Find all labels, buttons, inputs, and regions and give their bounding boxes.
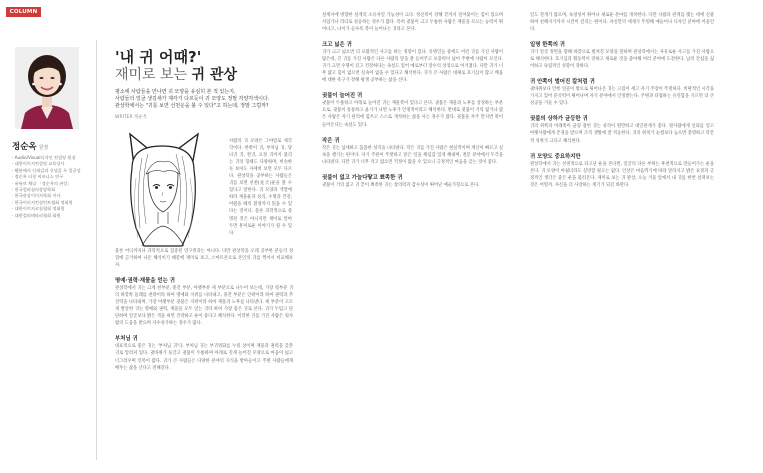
section-heading: 작은 귀 <box>322 137 340 144</box>
lead-line: 평소에 사람들을 만나면 귀 모양을 유심히 본 적 있는지, <box>115 89 236 95</box>
section-heading: 부처님 귀 <box>115 336 138 343</box>
author-bio-item: · Audio/Visual디자인 컨설팅 원장 <box>12 155 76 160</box>
section-body: 귓바퀴보다 안쪽 연골이 밖으로 튀어나온 귀는 고집이 세고 자기 주장이 뚜렷하다. 비판적인 시각을 가지고 있어 분석력이 뛰어나며 자기 분야에서 인정받는다. 주변과 타협하는 유연함을 기르면 더 큰 성공을 거둘 수 있다. <box>530 87 714 107</box>
section-body: 작은 귀는 섬세하고 꼼꼼한 성격을 나타낸다. 작은 귀를 가진 사람은 현실적이며 계산이 빠르고 실속을 챙기는 편이다. 자기 주관이 뚜렷하고 맡은 일을 책임감 있게 해내며, 전문 분야에서 두각을 나타낸다. 다만 귀가 너무 작고 얇으면 걱정이 많을 수 있으니 긍정적인 마음을 갖는 것이 좋다. <box>322 145 503 165</box>
intro-paragraph: 사람의 귀 모양은 그야말로 제각각이다. 한쪽이 귀, 부처님 귀, 당나귀 귀, 칼귀, 요정 귀까지 불리는 귀의 형태도 다양하며, 비슷한 듯 보여도 자세히 보면 모두 다르다. 관상학을 공부하는 사람들은 귀를 보면 선천(先天)운을 볼 수 있다고 말한다. 귀 모양과 색깔에 따라 재물운과 성격, 수명과 건강, 어렸을 때의 환경까지 읽을 수 있다는 것이다. 물론 과학적으로 증명된 것은 아니지만 재미로 알아두면 흥미로운 이야기가 될 수 있다. <box>229 139 292 236</box>
author-bio-item: · 유튜브 채널 「정순옥의 관상」 <box>12 180 72 186</box>
section-body: 귀의 위쪽과 아래쪽이 균형 잡힌 귀는 성격이 원만하고 대인관계가 좋다. 윗사람에게 신뢰를 얻고 아랫사람에게 존경을 받으며 조직 생활에 잘 적응한다. 귀의 위치가 눈썹보다 높으면 총명하고 학문적 성취가 크다고 해석한다. <box>530 124 714 144</box>
section-body: 귀가 크고 넓으면 더 포괄적인 사고를 하는 경향이 있다. 유명인들 중에도 이런 귀를 가진 사람이 많은데, 큰 귀를 가진 사람은 다른 사람의 말을 잘 들어주고 포용력이 넓어 주변에 사람이 모인다. 귀가 크면 수명이 길고 건강하다는 속설도 있어 예로부터 장수의 상징으로 여겨졌다. 다만 귀가 너무 얇고 힘이 없으면 실속이 없을 수 있다고 해석한다. 귀가 큰 사람은 대체로 호기심이 많고 배움에 대한 욕구가 강해 평생 공부하는 삶을 산다. <box>322 50 503 84</box>
body-column-c <box>530 12 714 197</box>
section-body: 관상학에서 귀는 크게 천부분, 중간 부분, 아랫부분 세 부분으로 나누어 보는데, 가장 윗부분 귀의 바깥쪽 둘레를 천곽이라 하여 명예와 지위를 나타내고, 중간 부분은 인곽이라 하여 권력과 추진력을 나타내며, 가장 아랫부분 귓불은 지곽이라 하여 재물과 노후를 나타낸다. 세 부분이 고르게 발달한 귀는 명예와 권력, 재물을 모두 얻는 귀라 하여 가장 좋은 귀로 본다. 귀가 두텁고 단단하며 얼굴보다 밝은 색을 띠면 건강하고 운이 좋다고 해석한다. 이러한 귀를 가진 사람은 윗사람의 도움을 받으며 자수성가하는 경우가 많다. <box>115 286 293 327</box>
section-heading: 귓불이 없고 가늘다랗고 뾰족한 귀 <box>322 174 403 181</box>
author-role: 원장 <box>38 145 49 151</box>
lead-line: 관상학에서는 "귀를 보면 선천운을 볼 수 있다"고 하는데, 정말 그럴까? <box>115 103 269 109</box>
section-body: 대표적으로 좋은 귀는 '부처님 귀'다. 부처님 귀는 부귀영화를 누릴 상이며 재물과 권력을 갖춘 귀로 알려져 있다. 귓바퀴가 둥글고 귓불이 두툼하며 아래로 길게 늘어진 모양으로 마음이 넓고 너그러우며 인복이 많다. 귀가 큰 사람들은 다양한 분야의 지식을 받아들이고 주변 사람들에게 베푸는 삶을 산다고 전해진다. <box>115 344 293 371</box>
sidebar-divider <box>96 40 97 460</box>
section-body: 귓불이 두툼하고 아래로 늘어진 귀는 재물복이 있다고 본다. 귓불은 재물과 노후를 상징하는 부분으로, 귓불이 통통하고 윤기가 나면 노후가 안정적이라고 해석한다. 반대로 귓불이 거의 없거나 얇은 사람은 자기 관리에 힘쓰고 스스로 개척하는 삶을 사는 경우가 많다. 귓불을 자주 만지면 복이 들어온다는 속설도 있다. <box>322 101 503 128</box>
author-photo <box>15 47 79 129</box>
illustration-cat-ear-girl <box>112 128 214 248</box>
author-bio-item: · 정순옥 티칭 비즈니스 연구 <box>12 174 64 180</box>
author-bio-list <box>12 155 92 219</box>
section-body: 설계자에 방향한 설계의 소유자일 가능성이 크다. 정신력이 강해 끝까지 밀어붙이는 힘이 있으며 사업가나 리더로 성공하는 경우가 많다. 특히 귓불이 크고 두툼한 사람은 재물을 모으는 능력이 뛰어나고, 나이가 들수록 복이 늘어나는 귀라고 본다. <box>322 13 503 33</box>
section-body: 관상학에서 귀는 선천적으로 타고난 운을 본다면, 얼굴의 다른 부위는 후천적으로 만들어가는 운을 본다. 귀 모양이 아쉽더라도 실망할 필요는 없다. 인상은 마음먹기에 따라 달라지고 밝은 표정과 긍정적인 생각은 좋은 운을 불러온다. 재미로 보는 귀 관상, 오늘 거울 앞에서 내 귀를 한번 살펴보는 것은 어떨까. 자신을 더 사랑하는 계기가 되길 바란다. <box>530 161 714 188</box>
intro-paragraph-continued: 물론 어디까지나 과학적으로 검증된 연구결과는 아니다. 다만 관상학을 오래 공부한 분들의 경험에 근거하여 나온 해석이기 때문에 재미로 보고, 스마트폰으로 본인의 귀를 찍어서 비교해보자. <box>115 249 293 269</box>
lead-line: 사람들의 얼굴 생김새가 제각기 다르듯이 귀 모양도 정말 각양각색이다. <box>115 96 270 102</box>
author-bio-item: · 대한컬러테라피협회 회원 <box>12 212 61 218</box>
author-bio-item: · 대한이미지컨설팅 교육강사 <box>12 161 65 167</box>
section-heading: 명예·권력·재물을 얻는 귀 <box>115 278 175 285</box>
section-body: 일도 전개가 많으며, 독창성이 뛰어나 새로운 분야를 개척한다. 다만 사람과 관계를 맺는 데에 신중하여 친해지기까지 시간이 걸리는 편이다. 자신만의 세계가 뚜렷해 예술이나 디자인 분야에 어울린다. <box>530 13 714 33</box>
section-heading: 귓불의 상하가 균등한 귀 <box>530 116 588 123</box>
column-tag: COLUMN <box>6 7 41 17</box>
section-heading: 귓불이 늘어진 귀 <box>322 93 363 100</box>
author-bio-item: · 한국관상이미지학회 이사 <box>12 193 61 199</box>
author-portrait-image <box>15 47 79 129</box>
ear-illustration-image <box>112 128 214 248</box>
author-bio-item: · 대한이미지코칭협회 정회원 <box>12 206 65 212</box>
section-heading: 귀 모양도 중요하지만 <box>530 153 581 160</box>
section-body: 귀가 얼굴 정면을 향해 바깥으로 펼쳐진 모양을 말하며 관상학에서는 자유로운 사고를 가진 사람으로 해석한다. 호기심과 활동력이 강하고 새로운 것을 좋아해 여러 분야에 도전한다. 남의 간섭을 싫어하고 독립적인 성향이 강하다. <box>530 50 714 70</box>
lead-paragraph <box>115 89 295 110</box>
section-heading: 크고 넓은 귀 <box>322 42 352 49</box>
author-name: 정순옥 원장 <box>12 142 49 152</box>
article-title: '내 귀 어때?' <box>115 48 202 66</box>
article-subtitle: 재미로 보는 귀 관상 <box>115 67 237 83</box>
body-column-a <box>115 248 293 380</box>
intro-column <box>229 138 292 237</box>
section-heading: 일명 한쪽의 귀 <box>530 42 565 49</box>
body-column-b <box>322 12 503 197</box>
author-bio-item: · 한국이미지컨설턴트협회 정회원 <box>12 199 73 205</box>
author-bio-item: · 웰본에서 신뢰감과 신념을 두 얼굴상 <box>12 167 81 173</box>
section-body: 귓불이 거의 없고 귀 끝이 뾰족한 귀는 창의력과 감수성이 뛰어난 예술가형으로 본다. <box>322 182 480 188</box>
section-heading: 귀 안쪽이 벌어진 칼처럼 귀 <box>530 79 595 86</box>
writer-credit: WRITER 정순옥 <box>115 115 148 120</box>
author-bio-item: · 한국컬러심리상담학회 <box>12 187 56 193</box>
